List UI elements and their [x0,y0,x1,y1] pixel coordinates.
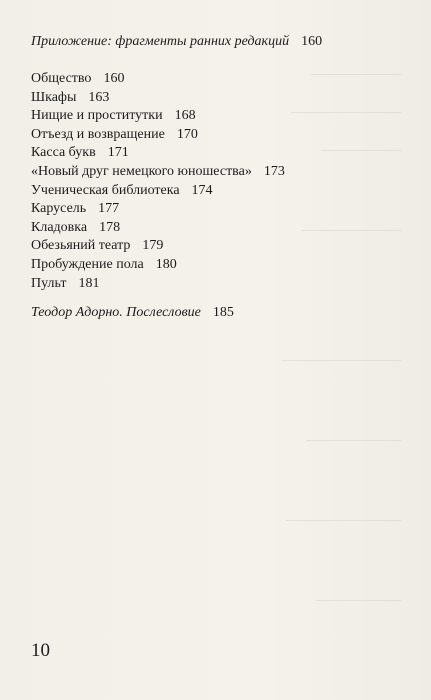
toc-entry-title: Касса букв [31,145,96,161]
toc-entry [31,144,285,163]
toc-list [31,70,285,293]
toc-section-title: Приложение: фрагменты ранних редакций [31,34,290,49]
toc-entry [31,163,285,182]
bleed-through-line [286,520,401,521]
toc-entry-page: 160 [103,71,125,86]
toc-entry [31,107,285,126]
bleed-through-line [291,112,401,113]
toc-entry-page: 179 [142,238,164,254]
toc-entry-title: Пробуждение пола [31,256,144,272]
toc-entry-title: Карусель [31,201,87,217]
toc-entry [31,219,285,238]
toc-entry-title: Отъезд и возвращение [31,126,165,142]
toc-entry-page: 168 [174,108,196,124]
toc-entry [31,89,285,108]
toc-entry-title: Шкафы [31,89,77,105]
toc-entry-title: Нищие и проститутки [31,108,163,124]
toc-entry-page: 171 [107,145,129,161]
toc-entry-page: 177 [98,201,120,217]
toc-entry-title: Общество [31,71,92,86]
toc-entry-page: 173 [263,163,285,179]
toc-entry-title: Ученическая библиотека [31,182,180,198]
toc-section-heading [31,34,322,50]
toc-entry [31,256,285,275]
toc-entry-page: 181 [78,275,100,291]
toc-entry [31,182,285,201]
bleed-through-line [311,74,401,75]
toc-entry-page: 174 [191,182,213,198]
toc-entry-title: Кладовка [31,219,88,235]
toc-entry [31,126,285,145]
bleed-through-line [301,230,401,231]
bleed-through-line [316,600,401,601]
bleed-through-line [321,150,401,151]
toc-afterword-title: Теодор Адорно. Послесловие [31,305,201,320]
toc-entry [31,200,285,219]
bleed-through-line [281,360,401,361]
toc-section-page: 160 [301,34,323,49]
toc-entry-page: 170 [176,126,198,142]
toc-entry-title: «Новый друг немецкого юношества» [31,163,252,179]
bleed-through-line [306,440,401,441]
toc-entry [31,275,285,294]
toc-afterword-page: 185 [212,305,234,320]
page-number: 10 [31,640,50,661]
toc-afterword [31,305,234,321]
toc-entry-page: 163 [88,89,110,105]
toc-entry [31,237,285,256]
toc-entry-title: Обезьяний театр [31,238,131,254]
toc-entry [31,70,285,89]
toc-entry-title: Пульт [31,275,67,291]
toc-entry-page: 178 [99,219,121,235]
toc-entry-page: 180 [155,256,177,272]
